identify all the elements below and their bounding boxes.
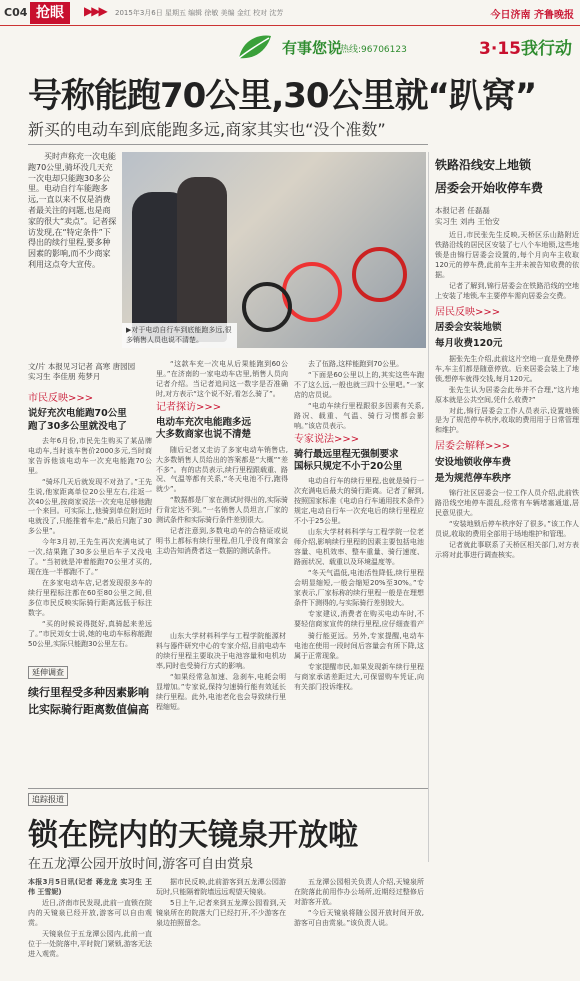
- second-byline: 本报3月5日讯(记者 蒋龙龙 实习生 王伟 王雪妮): [28, 878, 152, 896]
- extension-box: [28, 660, 152, 730]
- sidebar-article: [428, 152, 578, 862]
- paragraph: 对此,锦行居委会工作人员表示,设置地锁是为了规范停车秩序,收取的费用用于日常管理和维护。: [435, 406, 579, 435]
- second-column-2: [156, 878, 286, 974]
- second-subhead: 在五龙潭公园开放时间,游客可自由赏泉: [28, 857, 254, 872]
- article-byline: 文/片 本报见习记者 高寒 唐园园 实习生 李佳朋 苑梦月: [28, 362, 136, 382]
- paragraph: “如果经常急加速、急刹车,电耗会明显增加。”专家说,保持匀速骑行能有效延长续行里程。此外,电池老化也会导致续行里程缩短。: [156, 672, 286, 711]
- article-column-2: [156, 360, 288, 630]
- lead-text: 买时声称充一次电能跑70公里,骑坏没几天充一次电却只能跑30多公里。电动自行车能跑多远,一直以来不仅是消费者最关注的问题,也是商家的很大“卖点”。记者探访发现,在“特定条件”下得出的续行里程,要多种因素的影响,而不少商家利用这点夸大宣传。: [28, 152, 117, 269]
- arrows-icon: ▶▶▶: [84, 4, 106, 18]
- paragraph: “下面是60公里以上的,其实这些车跑不了这么远,一般也就三四十公里吧。”一家店的店员说。: [294, 370, 424, 399]
- paragraph: 记者了解到,锦行居委会在铁路沿线的空地上安装了地锁,车主要停车需向居委会交费。: [435, 282, 579, 300]
- subtitle: 说好充次电能跑70公里 跑了30多公里就没电了: [28, 408, 127, 432]
- second-column-1: [28, 878, 152, 974]
- sidebar-title: 铁路沿线安上地锁: [435, 158, 532, 172]
- paragraph: 电动自行车的续行里程,也就是骑行一次充满电后最大的骑行距离。记者了解到,按照国家标准《电动自行车通用技术条件》规定,电动自行车一次充电后的续行里程应不小于25公里。: [294, 477, 424, 526]
- follow-up-tag: 追踪报道: [28, 793, 68, 806]
- hotline: 热线:96706123: [340, 45, 407, 55]
- sidebar-title: 居委会开始收停车费: [435, 181, 544, 196]
- paragraph: “骑坏几天后就发现不对劲了。”王先生说,他家距离单位20公里左右,往返一次40公里,按商家说法一次充电足够他跑一个来回。可实际上,他骑到单位附近时电就没了,只能推着车走,“最后只跑了30多公里”。: [28, 477, 152, 536]
- paragraph: “今后天镜泉将随公园开放时间开放,游客可自由赏泉。”该负责人说。: [294, 908, 424, 927]
- paragraph: “数据都是厂家在测试时得出的,实际骑行肯定达不到。”一名销售人员坦言,厂家的测试条件和实际骑行条件差别很大。: [156, 496, 288, 525]
- paragraph: 在多家电动车店,记者发现很多车的续行里程标注都在60至80公里之间,但多位市民反映实际骑行距离远低于标注数字。: [28, 579, 152, 617]
- bike-wheel: [352, 247, 407, 302]
- paragraph: 近日,济南市民发现,此前一直锁在院内的天镜泉已经开放,游客可以自由观赏。: [28, 898, 152, 927]
- kicker: 市民反映>>>: [28, 393, 94, 404]
- article-column-1: [28, 392, 152, 654]
- bike-wheel: [242, 282, 292, 332]
- paragraph: “买的时候说得挺好,真骑起来差远了。”市民刘女士说,她的电动车标称能跑50公里,实际只能跑30公里左右。: [28, 619, 152, 648]
- main-subhead: 新买的电动车到底能跑多远,商家其实也“没个准数”: [28, 120, 386, 139]
- page-header: [0, 0, 580, 26]
- leaf-icon: [235, 32, 275, 62]
- sidebar-byline: 本报记者 任磊磊 实习生 刘冉 王怡安: [435, 206, 500, 226]
- subtitle: 电动车充次电能跑多远 大多数商家也说不清楚: [156, 416, 252, 441]
- paragraph: 随后记者又走访了多家电动车销售店,大多数销售人员给出的答案都是“大概”“差不多”。有的店员表示,续行里程跟载重、路况、气温等都有关系,“冬天电池不行,跑得就少”。: [156, 445, 288, 494]
- lead-paragraph: [28, 152, 118, 271]
- photo-caption: ▶对于电动自行车到底能跑多远,很多销售人员也说不清楚。: [122, 323, 237, 348]
- kicker: 专家说法>>>: [294, 433, 360, 445]
- paragraph: 专家提醒市民,如果发现新车续行里程与商家承诺差距过大,可保留购车凭证,向有关部门投诉维权。: [294, 662, 424, 691]
- kicker: 记者探访>>>: [156, 401, 222, 413]
- paragraph: 据张先生介绍,此前这片空地一直是免费停车,车主们都是随意停放。后来居委会装上了地锁,想停车就得交钱,每月120元。: [435, 354, 579, 383]
- campaign-logo: [479, 34, 572, 59]
- edition-meta: 2015年3月6日 星期五 编辑 徐敏 美编 金红 校对 沈芳: [115, 9, 284, 17]
- page-number: C04: [4, 6, 28, 19]
- paragraph: 锦行社区居委会一位工作人员介绍,此前铁路沿线空地停车混乱,经常有车辆堵塞通道,居民意见很大。: [435, 489, 579, 518]
- paragraph: “冬天气温低,电池活性降低,续行里程会明显缩短,一般会缩短20%至30%。”专家表示,厂家标称的续行里程一般是在理想条件下测得的,与实际骑行差别较大。: [294, 568, 424, 607]
- paragraph: 张先生认为居委会此举并不合理,“这片地原本就是公共空间,凭什么收费?”: [435, 385, 579, 404]
- paragraph: 天镜泉位于五龙潭公园内,此前一直位于一处院落中,平时院门紧锁,游客无法进入观赏。: [28, 929, 152, 958]
- person-figure: [177, 177, 227, 342]
- kicker: 居委会解释>>>: [435, 441, 511, 453]
- extension-title: 比实际骑行距离数值偏高: [28, 702, 149, 716]
- campaign-date: 3·15: [479, 39, 521, 59]
- paragraph: “这款车充一次电从后果能跑到60公里。”在济南的一家电动车店里,销售人员向记者介绍。当记者追问这一数字是否准确时,对方表示“这个说不好,看怎么骑了”。: [156, 360, 288, 398]
- paragraph: 山东大学材料科学与工程学院一位老师介绍,影响续行里程的因素主要包括电池容量、电机效率、整车重量、骑行速度、路面状况、载重以及环境温度等。: [294, 528, 424, 566]
- paragraph: “电动车续行里程跟很多因素有关系,路况、载重、气温、骑行习惯都会影响。”该店员表示。: [294, 401, 424, 430]
- campaign-label: 我行动: [521, 39, 572, 59]
- sidebar-body: [435, 231, 579, 561]
- paragraph: 去了伍路,这样能跑到70公里。: [308, 360, 404, 368]
- subtitle: 安设地锁收停车费: [435, 456, 512, 468]
- paragraph: 近日,市民张先生反映,天桥区乐山路附近铁路沿线的居民区安装了七八个车地锁,这些地锁是由锦行居委会设置的,每个月向车主收取120元的停车费,此前车主并未被告知收费的依据。: [435, 231, 579, 280]
- news-photo: [122, 152, 426, 348]
- paragraph: 去年6月份,市民先生购买了某品牌电动车,当时该车售价2000多元,当时商家告诉他该电动车一次充电能跑70公里。: [28, 436, 152, 475]
- divider: [28, 788, 428, 789]
- column-slogan: 有事您说: [282, 39, 343, 57]
- paragraph: 专家建议,消费者在购买电动车时,不要轻信商家宣传的续行里程,应仔细查看产: [294, 609, 424, 628]
- article-column-3: [294, 360, 424, 630]
- paragraph: 5日上午,记者来到五龙潭公园看到,天镜泉所在的院落大门已经打开,不少游客在泉边拍照留念。: [156, 898, 286, 927]
- subtitle: 每月收费120元: [435, 338, 503, 350]
- extension-tag: 延伸调查: [28, 666, 68, 679]
- paragraph: 山东大学材料科学与工程学院能源材料与器件研究中心的专家介绍,目前电动车的续行里程主要取决于电池容量和电机功率,同时也受骑行方式的影响。: [156, 632, 286, 670]
- paragraph: 据市民反映,此前游客到五龙潭公园游玩时,只能隔着院墙远远观望天镜泉。: [156, 878, 286, 896]
- paragraph: 记者注意到,多数电动车的合格证或说明书上都标有续行里程,但几乎没有商家会主动告知消费者这一数据的测试条件。: [156, 527, 288, 555]
- paragraph: 记者就此事联系了天桥区相关部门,对方表示将对此事进行调查核实。: [435, 540, 579, 559]
- kicker: 居民反映>>>: [435, 306, 501, 318]
- paragraph: 五龙潭公园相关负责人介绍,天镜泉所在院落此前用作办公场所,近期经过整修后对游客开放。: [294, 878, 424, 906]
- divider: [28, 144, 428, 145]
- subtitle: 骑行最远里程无强制要求 国标只规定不小于20公里: [294, 448, 403, 473]
- second-column-3: [294, 878, 424, 974]
- brand-logo: 今日济南 齐鲁晚报: [490, 10, 574, 21]
- paragraph: “安装地锁后停车秩序好了很多。”该工作人员说,收取的费用全部用于场地维护和管理。: [435, 520, 579, 538]
- subtitle: 是为规范停车秩序: [435, 472, 512, 484]
- extension-title: 续行里程受多种因素影响: [28, 686, 149, 699]
- banner: [0, 30, 580, 64]
- main-headline: 号称能跑70公里,30公里就“趴窝”: [28, 76, 537, 116]
- article-column-4: [156, 632, 286, 782]
- subtitle: 居委会安装地锁: [435, 322, 502, 334]
- section-label: 抢眼: [30, 2, 70, 24]
- paragraph: 今年3月初,王先生再次充满电试了一次,结果跑了30多公里后车子又没电了。“当初就是冲着能跑70公里才买的,现在连一半都跑不了。”: [28, 538, 152, 577]
- paragraph: 骑行能更远。另外,专家提醒,电动车电池在使用一段时间后容量会有所下降,这属于正常现象。: [294, 632, 424, 660]
- article-column-5: [294, 632, 424, 782]
- second-headline: 锁在院内的天镜泉开放啦: [28, 818, 358, 853]
